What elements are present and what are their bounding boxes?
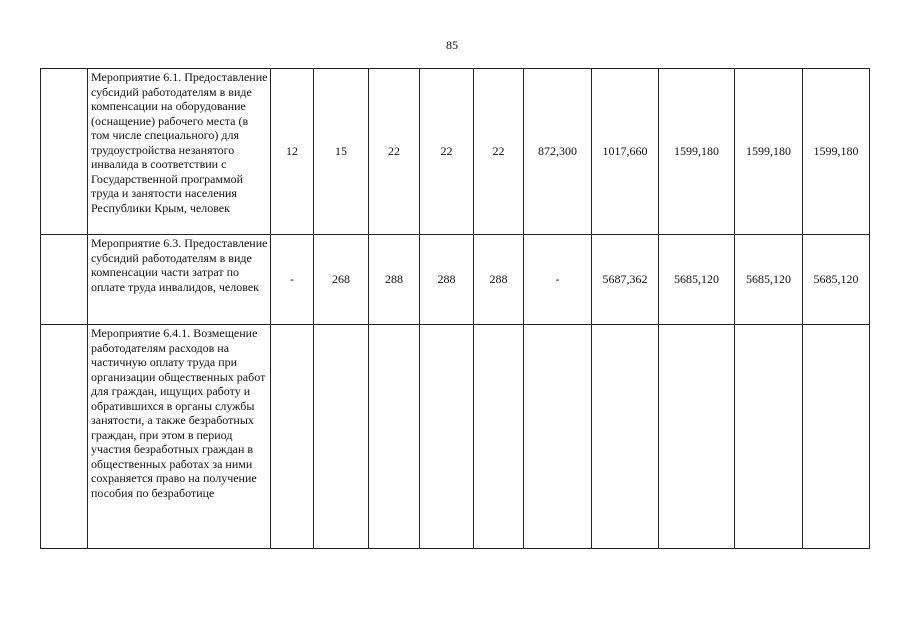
value-cell: 288	[474, 235, 524, 325]
value-cell: -	[271, 235, 314, 325]
value-cell: 268	[314, 235, 369, 325]
value-cell	[271, 325, 314, 549]
value-cell	[659, 325, 735, 549]
value-cell: 872,300	[524, 69, 592, 235]
value-cell	[592, 325, 659, 549]
value-cell: 5685,120	[659, 235, 735, 325]
empty-number-cell	[41, 69, 88, 235]
value-cell: 1599,180	[735, 69, 803, 235]
table-row	[41, 69, 870, 235]
value-cell	[803, 325, 870, 549]
value-cell: 22	[369, 69, 420, 235]
value-cell: 1017,660	[592, 69, 659, 235]
value-cell: 5687,362	[592, 235, 659, 325]
value-cell	[369, 325, 420, 549]
value-cell	[735, 325, 803, 549]
page-number: 85	[446, 38, 458, 52]
value-cell	[420, 325, 474, 549]
value-cell: 22	[420, 69, 474, 235]
table-row	[41, 325, 870, 549]
value-cell: 5685,120	[735, 235, 803, 325]
table-row	[41, 235, 870, 325]
value-cell: 15	[314, 69, 369, 235]
measures-table	[40, 68, 870, 549]
value-cell: 1599,180	[659, 69, 735, 235]
value-cell: 22	[474, 69, 524, 235]
empty-number-cell	[41, 235, 88, 325]
value-cell: 288	[369, 235, 420, 325]
value-cell: 288	[420, 235, 474, 325]
value-cell: 5685,120	[803, 235, 870, 325]
value-cell: -	[524, 235, 592, 325]
value-cell: 1599,180	[803, 69, 870, 235]
value-cell	[524, 325, 592, 549]
empty-number-cell	[41, 325, 88, 549]
value-cell: 12	[271, 69, 314, 235]
measure-description: Мероприятие 6.3. Предоставление субсидий работодателям в виде компенсации части затрат по оплате труда инвалидов, человек	[88, 235, 271, 325]
measure-description: Мероприятие 6.4.1. Возмещение работодателям расходов на частичную оплату труда при организации общественных работ для граждан, ищущих работу и обратившихся в органы службы занятости, а также безработных граждан, при этом в период участия безработных граждан в общественных работах за ними сохраняется право на получение пособия по безработице	[88, 325, 271, 549]
measure-description: Мероприятие 6.1. Предоставление субсидий работодателям в виде компенсации на оборудование (оснащение) рабочего места (в том числе специального) для трудоустройства незанятого инвалида в соответствии с Государственной программой труда и занятости населения Республики Крым, человек	[88, 69, 271, 235]
value-cell	[314, 325, 369, 549]
value-cell	[474, 325, 524, 549]
